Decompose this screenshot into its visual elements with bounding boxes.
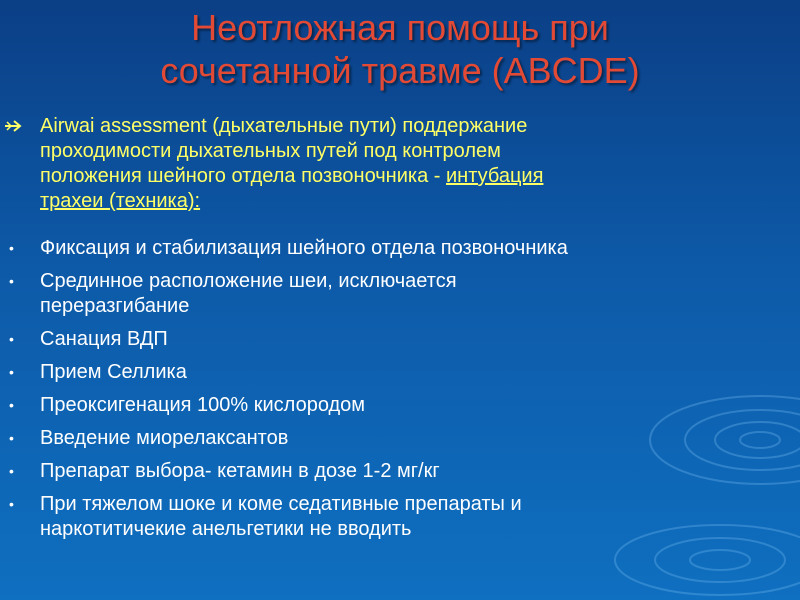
airway-line-1: Airwai assessment (дыхательные пути) поддержание bbox=[40, 115, 528, 137]
list-item bbox=[0, 269, 760, 319]
list-item-text: Прием Селлика bbox=[40, 361, 187, 383]
bullet-icon: • bbox=[9, 397, 14, 413]
bullet-icon: • bbox=[9, 331, 14, 347]
bullet-icon: • bbox=[9, 240, 14, 256]
intubation-link[interactable]: интубация bbox=[446, 165, 544, 187]
list-item-text: При тяжелом шоке и коме седативные препараты и bbox=[40, 493, 522, 515]
list-item-text: Преоксигенация 100% кислородом bbox=[40, 394, 366, 416]
airway-line-3-text: положения шейного отдела позвоночника - bbox=[40, 165, 446, 187]
airway-line-3 bbox=[40, 164, 760, 189]
list-item bbox=[0, 492, 760, 542]
list-item bbox=[0, 327, 760, 352]
bullet-icon: • bbox=[9, 364, 14, 380]
list-item bbox=[0, 426, 760, 451]
list-item bbox=[0, 459, 760, 484]
slide-title-line-1: Неотложная помощь при bbox=[191, 7, 609, 48]
bullet-icon: • bbox=[9, 273, 14, 289]
arrow-bullet-icon bbox=[4, 119, 24, 133]
bullet-icon: • bbox=[9, 463, 14, 479]
list-item-text: Срединное расположение шеи, исключается bbox=[40, 270, 457, 292]
list-item bbox=[0, 360, 760, 385]
list-item-text: Фиксация и стабилизация шейного отдела позвоночника bbox=[40, 237, 568, 259]
list-item-text: Санация ВДП bbox=[40, 328, 168, 350]
bullet-list bbox=[0, 236, 800, 550]
slide-title-line-2: сочетанной травме (ABCDE) bbox=[160, 50, 640, 91]
airway-assessment-point bbox=[40, 114, 760, 214]
list-item bbox=[0, 236, 760, 261]
list-item-text: переразгибание bbox=[40, 295, 190, 317]
airway-line-2: проходимости дыхательных путей под контролем bbox=[40, 140, 501, 162]
bullet-icon: • bbox=[9, 496, 14, 512]
intubation-link-continued[interactable]: трахеи (техника): bbox=[40, 190, 201, 212]
bullet-icon: • bbox=[9, 430, 14, 446]
list-item-text: Введение миорелаксантов bbox=[40, 427, 289, 449]
list-item bbox=[0, 393, 760, 418]
list-item-text: наркотитичекие анельгетики не вводить bbox=[40, 518, 412, 540]
list-item-text: Препарат выбора- кетамин в дозе 1-2 мг/кг bbox=[40, 460, 440, 482]
slide-title bbox=[0, 6, 800, 92]
